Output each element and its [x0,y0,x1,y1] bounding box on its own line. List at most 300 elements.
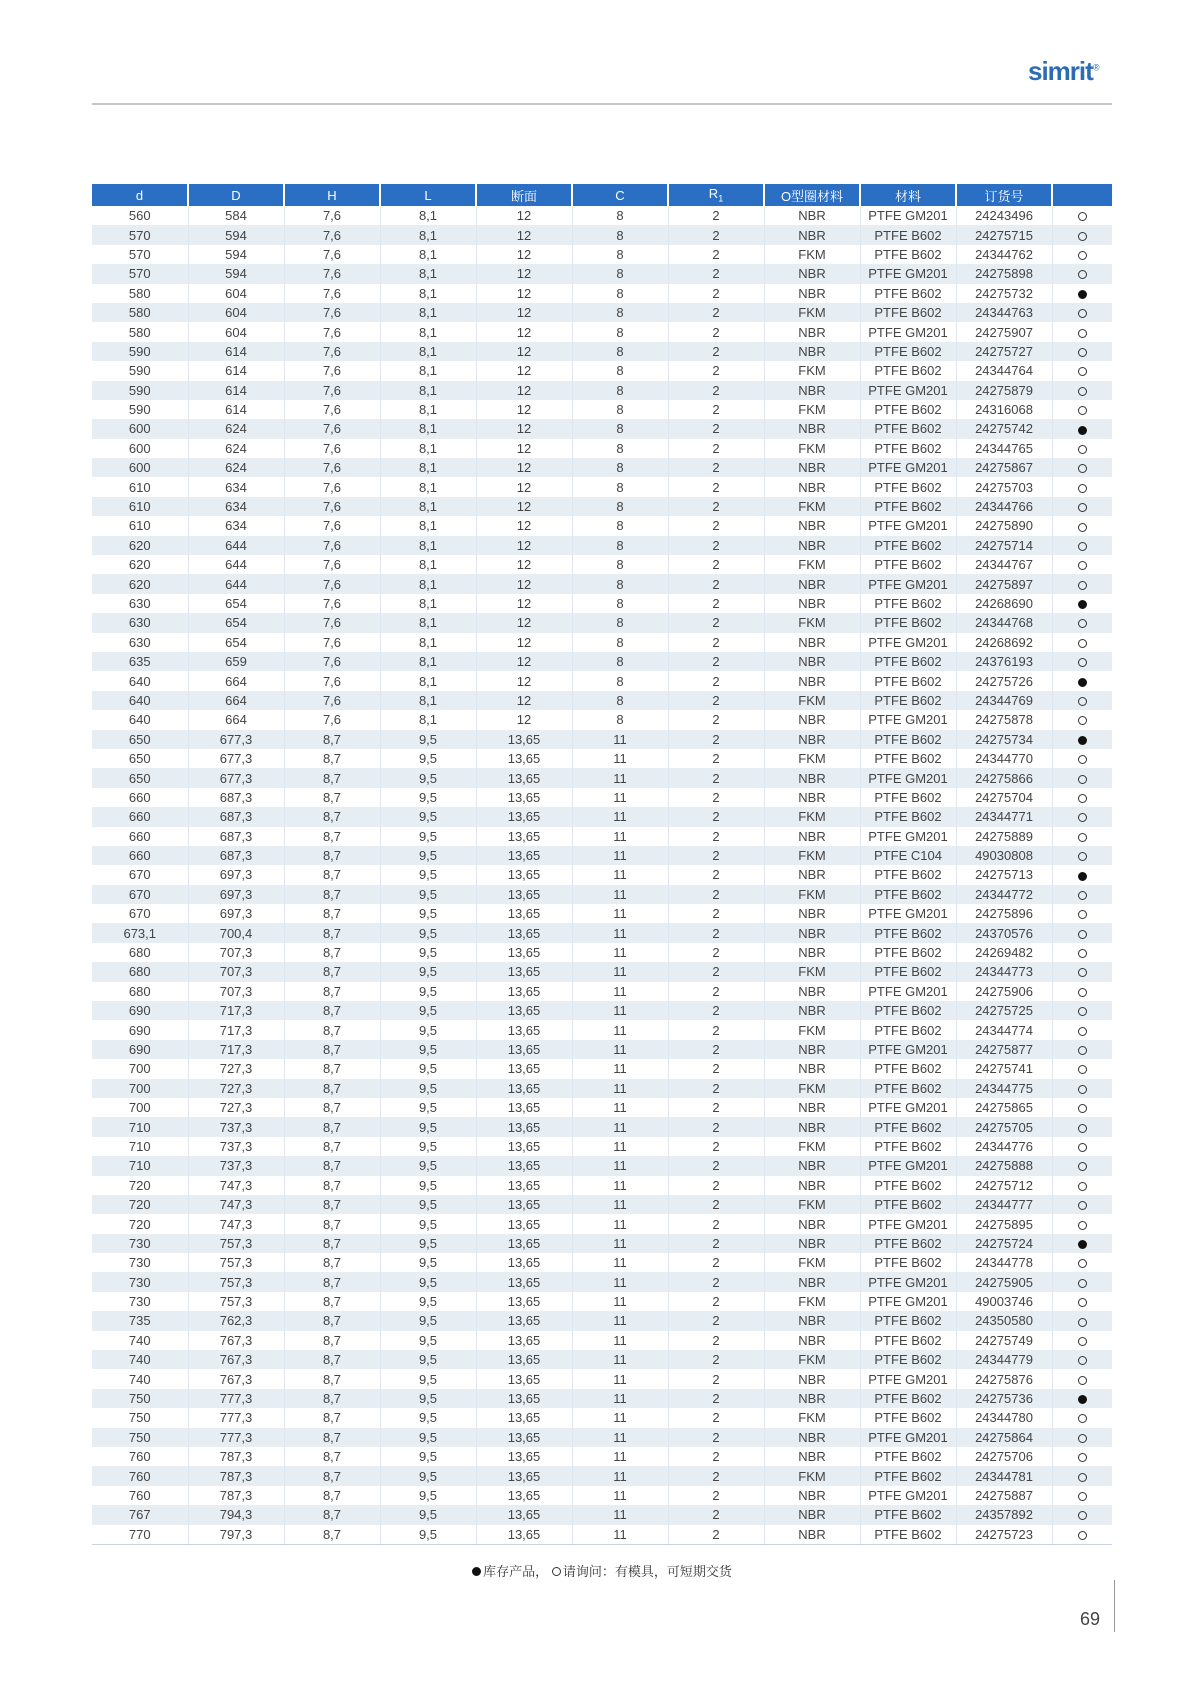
cell-section: 13,65 [476,1176,572,1195]
in-stock-dot-icon [1078,678,1087,687]
cell-availability [1052,1311,1112,1330]
cell-material: PTFE GM201 [860,1272,956,1291]
cell-R1: 2 [668,1466,764,1485]
cell-D: 614 [188,381,284,400]
cell-material: PTFE B602 [860,1195,956,1214]
cell-D: 767,3 [188,1350,284,1369]
cell-oring-material: FKM [764,245,860,264]
cell-availability [1052,419,1112,438]
cell-H: 7,6 [284,264,380,283]
cell-R1: 2 [668,361,764,380]
cell-D: 697,3 [188,865,284,884]
cell-availability [1052,1176,1112,1195]
cell-oring-material: NBR [764,1059,860,1078]
cell-material: PTFE B602 [860,225,956,244]
inquiry-circle-icon [1078,270,1087,279]
cell-L: 9,5 [380,1350,476,1369]
cell-L: 9,5 [380,827,476,846]
cell-C: 11 [572,1117,668,1136]
cell-H: 8,7 [284,943,380,962]
cell-section: 13,65 [476,846,572,865]
cell-L: 8,1 [380,400,476,419]
cell-availability [1052,439,1112,458]
table-row [92,206,1112,225]
cell-L: 9,5 [380,1117,476,1136]
cell-material: PTFE B602 [860,1408,956,1427]
cell-R1: 2 [668,516,764,535]
cell-material: PTFE GM201 [860,516,956,535]
cell-d: 660 [92,846,188,865]
cell-L: 9,5 [380,1466,476,1485]
cell-section: 13,65 [476,1214,572,1233]
cell-L: 8,1 [380,652,476,671]
table-row [92,419,1112,438]
table-row [92,1486,1112,1505]
cell-oring-material: NBR [764,730,860,749]
cell-R1: 2 [668,730,764,749]
cell-d: 635 [92,652,188,671]
cell-availability [1052,885,1112,904]
cell-availability [1052,516,1112,535]
inquiry-circle-icon [1078,1473,1087,1482]
cell-d: 660 [92,827,188,846]
inquiry-circle-icon [1078,1065,1087,1074]
cell-D: 767,3 [188,1331,284,1350]
cell-D: 757,3 [188,1292,284,1311]
inquiry-circle-icon [1078,1298,1087,1307]
table-row [92,245,1112,264]
cell-C: 11 [572,1234,668,1253]
cell-section: 12 [476,477,572,496]
cell-material: PTFE B602 [860,652,956,671]
cell-C: 8 [572,652,668,671]
cell-R1: 2 [668,1040,764,1059]
cell-availability [1052,381,1112,400]
cell-H: 8,7 [284,788,380,807]
cell-oring-material: NBR [764,788,860,807]
cell-H: 7,6 [284,477,380,496]
cell-d: 610 [92,497,188,516]
inquiry-circle-icon [1078,1356,1087,1365]
cell-section: 12 [476,264,572,283]
cell-oring-material: FKM [764,1020,860,1039]
cell-D: 737,3 [188,1117,284,1136]
cell-section: 13,65 [476,1311,572,1330]
cell-R1: 2 [668,225,764,244]
inquiry-circle-icon [1078,1434,1087,1443]
cell-C: 11 [572,1272,668,1291]
cell-L: 8,1 [380,536,476,555]
cell-material: PTFE GM201 [860,1369,956,1388]
cell-oring-material: NBR [764,1525,860,1545]
cell-L: 9,5 [380,1156,476,1175]
cell-order-number: 24275736 [956,1389,1052,1408]
cell-d: 740 [92,1331,188,1350]
table-row [92,730,1112,749]
cell-D: 654 [188,594,284,613]
cell-section: 12 [476,419,572,438]
cell-H: 7,6 [284,594,380,613]
cell-d: 680 [92,982,188,1001]
cell-material: PTFE B602 [860,613,956,632]
cell-material: PTFE B602 [860,1020,956,1039]
cell-availability [1052,245,1112,264]
cell-material: PTFE B602 [860,1466,956,1485]
cell-R1: 2 [668,1214,764,1233]
cell-material: PTFE B602 [860,1176,956,1195]
cell-H: 8,7 [284,1408,380,1427]
cell-C: 11 [572,923,668,942]
cell-order-number: 24275897 [956,574,1052,593]
cell-R1: 2 [668,477,764,496]
cell-L: 9,5 [380,1292,476,1311]
cell-availability [1052,1292,1112,1311]
cell-material: PTFE B602 [860,1079,956,1098]
cell-D: 757,3 [188,1234,284,1253]
cell-C: 11 [572,749,668,768]
cell-C: 11 [572,1389,668,1408]
cell-d: 700 [92,1098,188,1117]
cell-order-number: 24275879 [956,381,1052,400]
cell-availability [1052,613,1112,632]
cell-d: 630 [92,633,188,652]
inquiry-circle-icon [1078,1337,1087,1346]
cell-oring-material: NBR [764,633,860,652]
cell-section: 13,65 [476,962,572,981]
cell-L: 9,5 [380,1253,476,1272]
cell-d: 610 [92,516,188,535]
cell-C: 8 [572,245,668,264]
table-row [92,1350,1112,1369]
cell-oring-material: NBR [764,1001,860,1020]
cell-R1: 2 [668,1350,764,1369]
cell-R1: 2 [668,1176,764,1195]
inquiry-circle-icon [1078,1182,1087,1191]
cell-order-number: 24344765 [956,439,1052,458]
col-header-R1 [668,184,764,206]
cell-material: PTFE B602 [860,1447,956,1466]
cell-section: 13,65 [476,788,572,807]
cell-C: 8 [572,710,668,729]
cell-oring-material: NBR [764,1040,860,1059]
cell-section: 12 [476,710,572,729]
cell-section: 12 [476,671,572,690]
cell-R1: 2 [668,419,764,438]
cell-D: 747,3 [188,1195,284,1214]
table-row [92,1369,1112,1388]
cell-section: 13,65 [476,904,572,923]
inquiry-circle-icon [1078,910,1087,919]
inquiry-circle-icon [1078,716,1087,725]
table-row [92,807,1112,826]
cell-R1: 2 [668,1253,764,1272]
cell-availability [1052,1079,1112,1098]
cell-availability [1052,555,1112,574]
cell-d: 560 [92,206,188,225]
cell-R1: 2 [668,865,764,884]
table-row [92,400,1112,419]
cell-R1: 2 [668,322,764,341]
inquiry-circle-icon [1078,697,1087,706]
cell-d: 620 [92,536,188,555]
cell-availability [1052,652,1112,671]
cell-availability [1052,594,1112,613]
cell-availability [1052,730,1112,749]
cell-R1: 2 [668,206,764,225]
cell-D: 677,3 [188,730,284,749]
cell-availability [1052,1214,1112,1233]
col-header-R1-label: R [708,186,719,202]
cell-availability [1052,710,1112,729]
cell-H: 7,6 [284,361,380,380]
cell-L: 8,1 [380,419,476,438]
cell-L: 8,1 [380,516,476,535]
cell-H: 8,7 [284,962,380,981]
table-row [92,303,1112,322]
cell-R1: 2 [668,1195,764,1214]
cell-order-number: 24275895 [956,1214,1052,1233]
cell-section: 12 [476,652,572,671]
cell-H: 8,7 [284,1350,380,1369]
cell-order-number: 24344781 [956,1466,1052,1485]
cell-H: 7,6 [284,322,380,341]
cell-availability [1052,574,1112,593]
cell-L: 9,5 [380,1137,476,1156]
col-header-C: C [572,184,668,206]
cell-order-number: 49003746 [956,1292,1052,1311]
cell-d: 730 [92,1272,188,1291]
cell-C: 11 [572,1408,668,1427]
cell-D: 624 [188,439,284,458]
cell-material: PTFE GM201 [860,710,956,729]
cell-oring-material: NBR [764,264,860,283]
cell-order-number: 24275878 [956,710,1052,729]
cell-C: 11 [572,1020,668,1039]
cell-d: 690 [92,1040,188,1059]
cell-availability [1052,284,1112,303]
cell-order-number: 24344779 [956,1350,1052,1369]
table-row [92,1408,1112,1427]
inquiry-circle-icon [1078,309,1087,318]
cell-oring-material: NBR [764,982,860,1001]
cell-C: 11 [572,1156,668,1175]
cell-L: 9,5 [380,943,476,962]
cell-d: 720 [92,1195,188,1214]
col-header-material: 材料 [860,184,956,206]
cell-C: 8 [572,574,668,593]
cell-d: 570 [92,245,188,264]
cell-D: 687,3 [188,788,284,807]
cell-d: 670 [92,904,188,923]
cell-d: 700 [92,1059,188,1078]
cell-order-number: 24275887 [956,1486,1052,1505]
cell-material: PTFE B602 [860,1234,956,1253]
inquiry-circle-icon [1078,232,1087,241]
cell-section: 12 [476,574,572,593]
cell-availability [1052,1001,1112,1020]
availability-legend [92,1561,1112,1580]
cell-R1: 2 [668,1505,764,1524]
cell-material: PTFE B602 [860,1389,956,1408]
table-row [92,1156,1112,1175]
cell-H: 7,6 [284,497,380,516]
cell-order-number: 24275876 [956,1369,1052,1388]
inquiry-circle-icon [1078,658,1087,667]
cell-availability [1052,206,1112,225]
cell-D: 777,3 [188,1428,284,1447]
table-row [92,1428,1112,1447]
cell-material: PTFE B602 [860,284,956,303]
cell-order-number: 24344770 [956,749,1052,768]
cell-order-number: 24275715 [956,225,1052,244]
cell-material: PTFE B602 [860,1525,956,1545]
cell-C: 11 [572,768,668,787]
cell-R1: 2 [668,1408,764,1427]
cell-order-number: 24243496 [956,206,1052,225]
cell-D: 747,3 [188,1214,284,1233]
cell-L: 9,5 [380,1272,476,1291]
cell-order-number: 24275896 [956,904,1052,923]
cell-L: 8,1 [380,458,476,477]
cell-H: 7,6 [284,633,380,652]
top-divider [92,103,1112,105]
cell-C: 8 [572,284,668,303]
cell-D: 697,3 [188,885,284,904]
cell-C: 8 [572,206,668,225]
cell-d: 740 [92,1369,188,1388]
cell-section: 13,65 [476,1525,572,1545]
cell-R1: 2 [668,342,764,361]
cell-D: 664 [188,710,284,729]
cell-D: 717,3 [188,1040,284,1059]
cell-L: 9,5 [380,1176,476,1195]
cell-d: 760 [92,1486,188,1505]
cell-D: 614 [188,400,284,419]
cell-oring-material: NBR [764,284,860,303]
inquiry-circle-icon [1078,968,1087,977]
cell-material: PTFE B602 [860,923,956,942]
cell-order-number: 24316068 [956,400,1052,419]
cell-availability [1052,1428,1112,1447]
cell-availability [1052,807,1112,826]
cell-availability [1052,749,1112,768]
cell-L: 9,5 [380,807,476,826]
cell-availability [1052,1195,1112,1214]
cell-section: 13,65 [476,1020,572,1039]
cell-D: 727,3 [188,1098,284,1117]
cell-section: 13,65 [476,1117,572,1136]
cell-R1: 2 [668,671,764,690]
cell-availability [1052,497,1112,516]
cell-C: 11 [572,962,668,981]
cell-D: 717,3 [188,1020,284,1039]
cell-L: 9,5 [380,846,476,865]
inquiry-circle-icon [1078,1201,1087,1210]
table-row [92,1525,1112,1545]
cell-d: 640 [92,691,188,710]
cell-availability [1052,904,1112,923]
cell-availability [1052,1525,1112,1545]
cell-material: PTFE B602 [860,865,956,884]
cell-R1: 2 [668,1447,764,1466]
cell-L: 9,5 [380,865,476,884]
cell-d: 660 [92,788,188,807]
cell-D: 594 [188,245,284,264]
cell-availability [1052,1486,1112,1505]
cell-d: 620 [92,555,188,574]
cell-section: 12 [476,555,572,574]
cell-material: PTFE GM201 [860,264,956,283]
cell-oring-material: NBR [764,923,860,942]
cell-D: 604 [188,284,284,303]
cell-L: 8,1 [380,439,476,458]
cell-material: PTFE B602 [860,1253,956,1272]
cell-oring-material: NBR [764,1486,860,1505]
col-header-L: L [380,184,476,206]
cell-order-number: 24344772 [956,885,1052,904]
cell-R1: 2 [668,1001,764,1020]
cell-H: 8,7 [284,982,380,1001]
cell-L: 9,5 [380,1040,476,1059]
cell-H: 7,6 [284,691,380,710]
cell-R1: 2 [668,1486,764,1505]
cell-d: 650 [92,768,188,787]
cell-availability [1052,943,1112,962]
cell-L: 9,5 [380,1059,476,1078]
cell-H: 8,7 [284,1486,380,1505]
cell-material: PTFE GM201 [860,1040,956,1059]
col-header-oring-material: O型圈材料 [764,184,860,206]
cell-H: 7,6 [284,245,380,264]
cell-H: 7,6 [284,419,380,438]
cell-H: 8,7 [284,1234,380,1253]
cell-oring-material: NBR [764,574,860,593]
cell-oring-material: FKM [764,555,860,574]
cell-section: 12 [476,516,572,535]
cell-section: 12 [476,303,572,322]
cell-C: 11 [572,730,668,749]
cell-D: 677,3 [188,768,284,787]
table-row [92,225,1112,244]
cell-order-number: 24275907 [956,322,1052,341]
table-row [92,1195,1112,1214]
cell-order-number: 24275888 [956,1156,1052,1175]
cell-H: 7,6 [284,458,380,477]
cell-D: 727,3 [188,1079,284,1098]
cell-availability [1052,342,1112,361]
cell-material: PTFE GM201 [860,574,956,593]
cell-D: 614 [188,361,284,380]
inquiry-circle-icon [1078,406,1087,415]
cell-oring-material: FKM [764,497,860,516]
cell-material: PTFE B602 [860,885,956,904]
cell-H: 8,7 [284,1525,380,1545]
cell-order-number: 24344773 [956,962,1052,981]
cell-section: 13,65 [476,1389,572,1408]
cell-L: 8,1 [380,633,476,652]
cell-D: 727,3 [188,1059,284,1078]
cell-oring-material: FKM [764,1195,860,1214]
cell-section: 12 [476,458,572,477]
cell-L: 9,5 [380,1525,476,1545]
cell-availability [1052,1369,1112,1388]
cell-material: PTFE B602 [860,788,956,807]
inquiry-circle-icon [1078,1453,1087,1462]
cell-D: 737,3 [188,1156,284,1175]
inquiry-circle-icon [1078,367,1087,376]
cell-oring-material: NBR [764,1098,860,1117]
cell-C: 8 [572,633,668,652]
